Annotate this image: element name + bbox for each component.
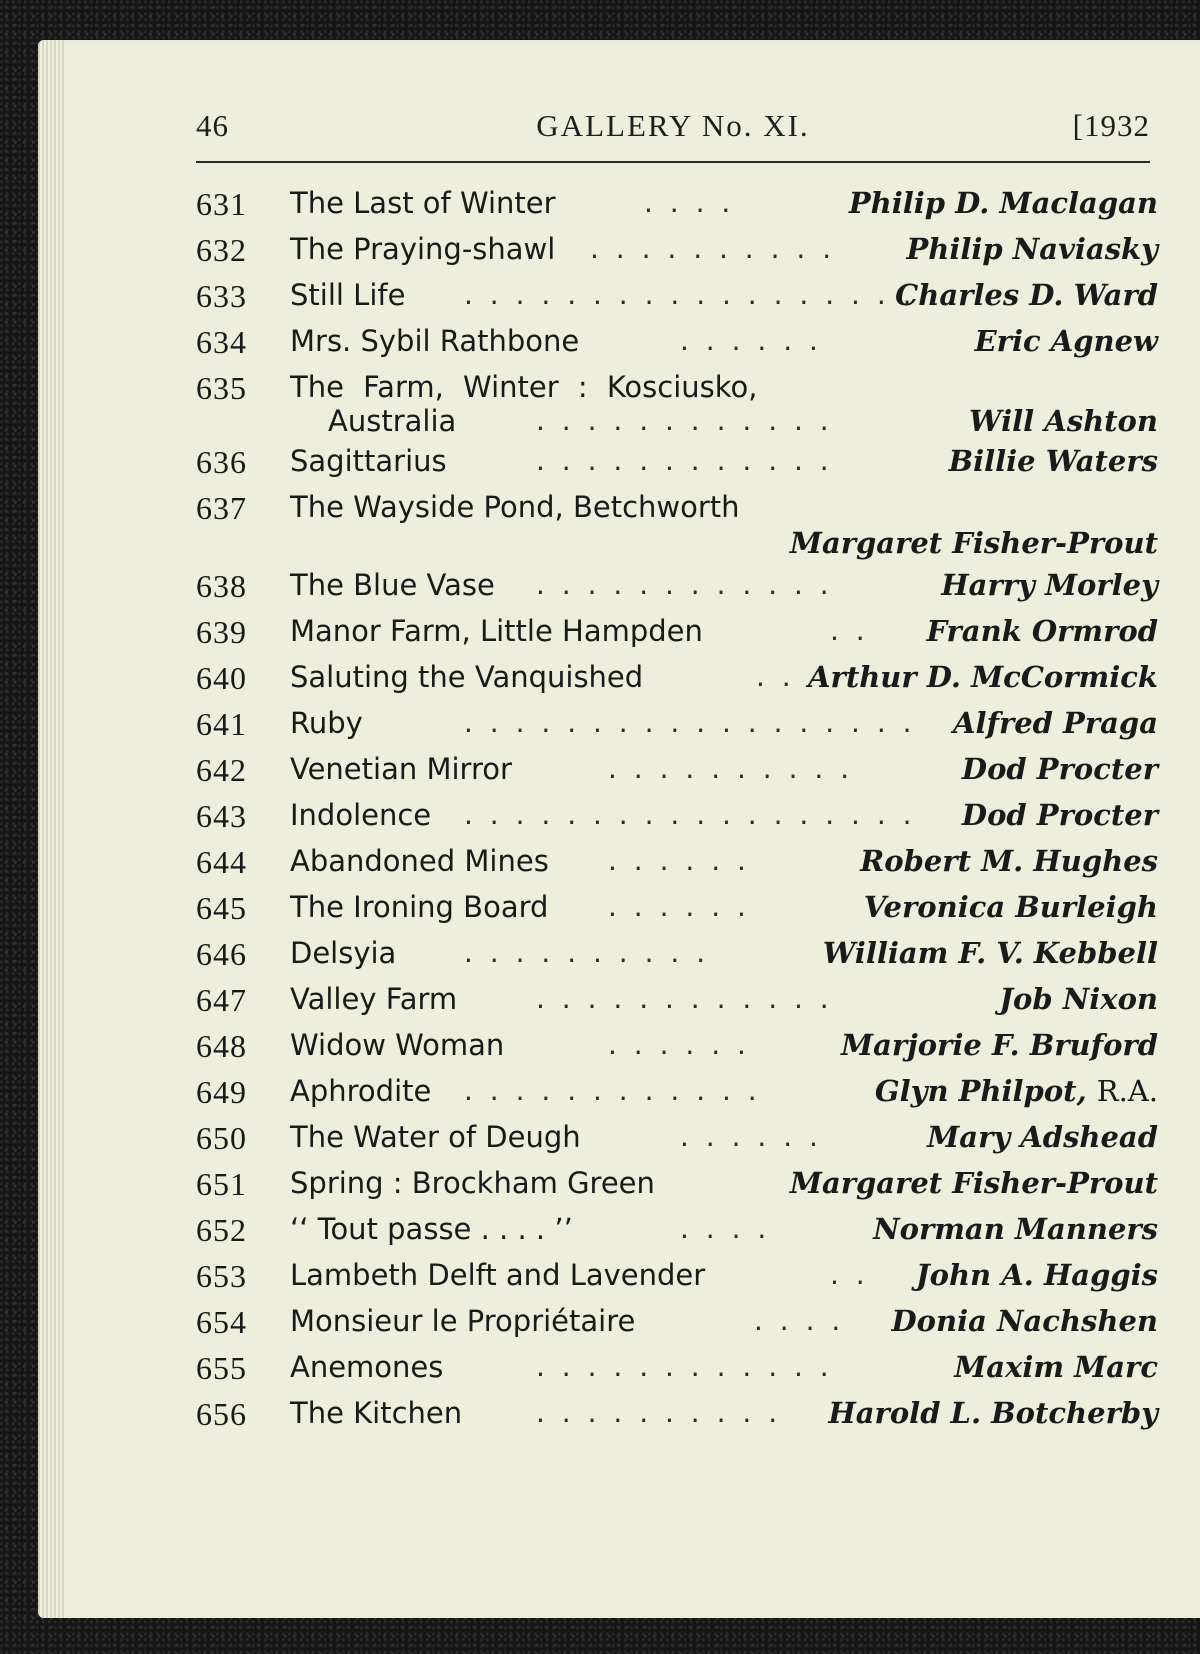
catalogue-entry xyxy=(196,982,1158,1028)
entry-number: 653 xyxy=(196,1258,247,1294)
catalogue-entry xyxy=(196,844,1158,890)
entry-title: Mrs. Sybil Rathbone xyxy=(290,324,580,358)
entry-number: 650 xyxy=(196,1120,247,1156)
entry-number: 642 xyxy=(196,752,247,788)
entry-number: 631 xyxy=(196,186,247,222)
dot-leader: . . . . . . xyxy=(608,890,750,923)
entry-artist: Philip D. Maclagan xyxy=(848,186,1158,220)
artist-honour: R.A. xyxy=(1096,1074,1158,1108)
dot-leader: . . . . . . . . . . xyxy=(608,752,854,785)
entry-artist: Harold L. Botcherby xyxy=(828,1396,1158,1430)
entry-title: Ruby xyxy=(290,706,363,740)
dot-leader: . . . . . . . . . . xyxy=(536,1396,782,1429)
catalogue-entry xyxy=(196,890,1158,936)
entry-title: The Ironing Board xyxy=(290,890,549,924)
entry-number: 636 xyxy=(196,444,247,480)
catalogue-entry xyxy=(196,1028,1158,1074)
entry-title: The Praying-shawl xyxy=(290,232,556,266)
catalogue-entry xyxy=(196,706,1158,752)
entry-title: Monsieur le Propriétaire xyxy=(290,1304,636,1338)
entry-artist: Will Ashton xyxy=(969,404,1158,438)
entry-number: 656 xyxy=(196,1396,247,1432)
catalogue-entry xyxy=(196,1120,1158,1166)
dot-leader: . . . . . . . . . . . . . . . . . . xyxy=(464,706,916,739)
entry-artist: Robert M. Hughes xyxy=(860,844,1158,878)
dot-leader: . . xyxy=(830,1258,869,1291)
entry-number: 639 xyxy=(196,614,247,650)
catalogue-list xyxy=(196,186,1158,1442)
entry-artist: Dod Procter xyxy=(961,752,1158,786)
catalogue-entry xyxy=(196,1350,1158,1396)
dot-leader: . . . . . . . . . . . . xyxy=(536,1350,833,1383)
dot-leader: . . . . . . . . . . . . xyxy=(536,982,833,1015)
entry-number: 652 xyxy=(196,1212,247,1248)
page-edge xyxy=(38,40,64,1618)
entry-artist: Charles D. Ward xyxy=(895,278,1158,312)
dot-leader: . . . . . . . . . . . . xyxy=(536,568,833,601)
entry-number: 648 xyxy=(196,1028,247,1064)
page-header xyxy=(196,108,1150,160)
entry-title: Manor Farm, Little Hampden xyxy=(290,614,703,648)
catalogue-entry xyxy=(196,936,1158,982)
entry-artist: Alfred Praga xyxy=(952,706,1158,740)
entry-artist: Donia Nachshen xyxy=(891,1304,1158,1338)
gallery-title: GALLERY No. XI. xyxy=(536,108,810,143)
catalogue-entry xyxy=(196,1304,1158,1350)
catalogue-entry xyxy=(196,568,1158,614)
dot-leader: . . . . . . . . . . xyxy=(464,936,710,969)
entry-title: Indolence xyxy=(290,798,432,832)
entry-title: The Blue Vase xyxy=(290,568,495,602)
catalogue-entry xyxy=(196,186,1158,232)
dot-leader: . . . . . . xyxy=(608,1028,750,1061)
catalogue-entry xyxy=(196,324,1158,370)
entry-number: 654 xyxy=(196,1304,247,1340)
entry-title: Saluting the Vanquished xyxy=(290,660,644,694)
entry-artist: Maxim Marc xyxy=(954,1350,1158,1384)
entry-number: 633 xyxy=(196,278,247,314)
entry-title: Valley Farm xyxy=(290,982,458,1016)
catalogue-entry xyxy=(196,660,1158,706)
entry-title: The Water of Deugh xyxy=(290,1120,581,1154)
entry-artist: William F. V. Kebbell xyxy=(822,936,1158,970)
entry-title: Anemones xyxy=(290,1350,444,1384)
catalogue-entry xyxy=(196,1396,1158,1442)
entry-number: 655 xyxy=(196,1350,247,1386)
entry-number: 645 xyxy=(196,890,247,926)
catalogue-entry xyxy=(196,278,1158,324)
artist-name: Glyn Philpot, xyxy=(874,1074,1087,1108)
catalogue-entry xyxy=(196,1166,1158,1212)
entry-number: 638 xyxy=(196,568,247,604)
dot-leader: . . . . . . xyxy=(680,1120,822,1153)
entry-artist: Mary Adshead xyxy=(927,1120,1158,1154)
dot-leader: . . . . xyxy=(644,186,735,219)
dot-leader: . . xyxy=(830,614,869,647)
entry-artist: Arthur D. McCormick xyxy=(808,660,1158,694)
entry-artist: Eric Agnew xyxy=(974,324,1158,358)
entry-artist: Billie Waters xyxy=(948,444,1158,478)
entry-artist: Harry Morley xyxy=(941,568,1158,602)
entry-title: The Kitchen xyxy=(290,1396,463,1430)
entry-artist xyxy=(875,1074,1158,1108)
dot-leader: . . xyxy=(756,660,795,693)
entry-title: The Last of Winter xyxy=(290,186,556,220)
entry-artist: Margaret Fisher-Prout xyxy=(789,1166,1158,1200)
dot-leader: . . . . xyxy=(754,1304,845,1337)
dot-leader: . . . . . . . . . . . . . . . . . . xyxy=(464,798,916,831)
catalogue-entry xyxy=(196,232,1158,278)
entry-number: 640 xyxy=(196,660,247,696)
dot-leader: . . . . . . . . . . . . . . . . . . xyxy=(464,278,916,311)
entry-artist: Norman Manners xyxy=(873,1212,1158,1246)
entry-title: Venetian Mirror xyxy=(290,752,512,786)
entry-artist: Philip Naviasky xyxy=(906,232,1158,266)
dot-leader: . . . . . . . . . . xyxy=(590,232,836,265)
entry-title: Still Life xyxy=(290,278,406,312)
entry-number: 651 xyxy=(196,1166,247,1202)
entry-number: 637 xyxy=(196,490,247,526)
entry-title-line-1: The Farm, Winter : Kosciusko, xyxy=(290,370,758,404)
dot-leader: . . . . . . . . . . . . xyxy=(536,444,833,477)
entry-number: 649 xyxy=(196,1074,247,1110)
entry-title: ‘‘ Tout passe . . . . ’’ xyxy=(290,1212,573,1246)
entry-number: 644 xyxy=(196,844,247,880)
entry-artist: Job Nixon xyxy=(999,982,1158,1016)
entry-artist: Marjorie F. Bruford xyxy=(841,1028,1158,1062)
entry-artist: John A. Haggis xyxy=(915,1258,1158,1292)
entry-number: 635 xyxy=(196,370,247,406)
entry-artist: Frank Ormrod xyxy=(926,614,1158,648)
entry-title: Delsyia xyxy=(290,936,397,970)
entry-title: The Wayside Pond, Betchworth xyxy=(290,490,740,524)
entry-number: 643 xyxy=(196,798,247,834)
entry-title: Sagittarius xyxy=(290,444,447,478)
page-number: 46 xyxy=(196,108,229,143)
entry-title: Spring : Brockham Green xyxy=(290,1166,655,1200)
catalogue-entry xyxy=(196,444,1158,490)
dot-leader: . . . . . . . . . . . . xyxy=(536,404,833,437)
catalogue-entry xyxy=(196,370,1158,444)
header-rule xyxy=(196,161,1150,163)
entry-title: Lambeth Delft and Lavender xyxy=(290,1258,706,1292)
catalogue-entry xyxy=(196,798,1158,844)
entry-artist: Veronica Burleigh xyxy=(863,890,1158,924)
dot-leader: . . . . xyxy=(680,1212,771,1245)
catalogue-entry xyxy=(196,1258,1158,1304)
catalogue-entry xyxy=(196,490,1158,568)
entry-number: 647 xyxy=(196,982,247,1018)
dot-leader: . . . . . . xyxy=(608,844,750,877)
catalogue-entry xyxy=(196,1074,1158,1120)
catalogue-entry xyxy=(196,614,1158,660)
dot-leader: . . . . . . . . . . . . xyxy=(464,1074,761,1107)
entry-title: Abandoned Mines xyxy=(290,844,549,878)
entry-title: Aphrodite xyxy=(290,1074,432,1108)
dot-leader: . . . . . . xyxy=(680,324,822,357)
entry-number: 632 xyxy=(196,232,247,268)
entry-number: 641 xyxy=(196,706,247,742)
entry-title-line-2: Australia xyxy=(328,404,457,438)
entry-number: 646 xyxy=(196,936,247,972)
catalogue-entry xyxy=(196,1212,1158,1258)
year-label: [1932 xyxy=(1072,108,1150,143)
entry-artist: Margaret Fisher-Prout xyxy=(789,526,1158,560)
entry-artist: Dod Procter xyxy=(961,798,1158,832)
entry-number: 634 xyxy=(196,324,247,360)
entry-title: Widow Woman xyxy=(290,1028,505,1062)
catalogue-entry xyxy=(196,752,1158,798)
